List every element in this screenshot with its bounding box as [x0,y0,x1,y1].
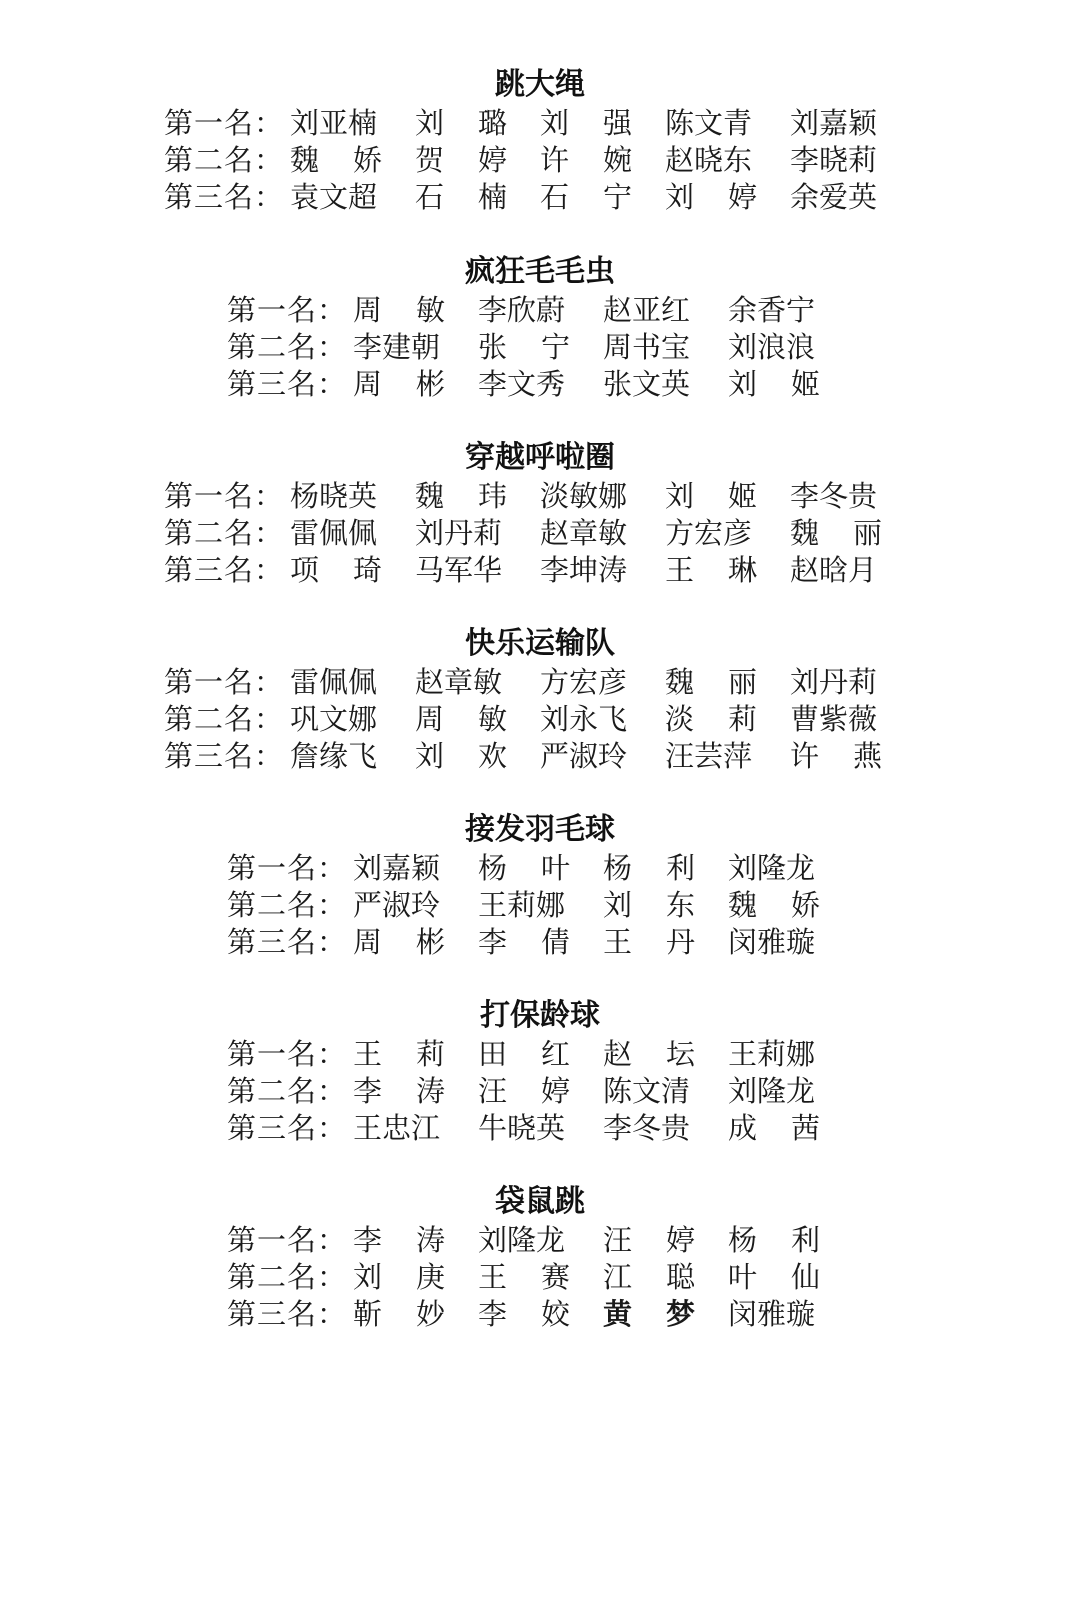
participant-name: 刘 庚 [353,1260,445,1294]
participant-name: 杨晓英 [290,479,378,513]
rank-label: 第二名： [164,516,285,550]
rank-row [164,141,915,179]
participant-name: 刘永飞 [540,702,628,736]
participant-name: 赵章敏 [415,665,503,699]
rank-row [227,1258,853,1296]
event-title: 袋鼠跳 [495,1184,585,1219]
participant-name: 余爱英 [790,180,878,214]
participant-name: 詹缘飞 [290,739,378,773]
participant-name: 刘 姬 [665,479,757,513]
rank-row [227,886,853,924]
rank-label: 第一名： [227,293,348,327]
participant-name: 方宏彦 [665,516,753,550]
rank-label: 第三名： [227,1297,348,1331]
participant-name: 张文英 [603,367,691,401]
participant-name: 陈文青 [665,106,753,140]
participant-name: 张 宁 [478,330,570,364]
participant-name: 魏 娇 [290,143,382,177]
participant-name: 王 琳 [665,553,757,587]
participant-name: 成 茜 [728,1111,820,1145]
rank-label: 第二名： [227,330,348,364]
participant-name: 闵雅璇 [728,1297,816,1331]
participant-name: 李晓莉 [790,143,878,177]
participant-name: 赵 坛 [603,1037,695,1071]
participant-name: 巩文娜 [290,702,378,736]
participant-name: 曹紫薇 [790,702,878,736]
participant-name: 刘隆龙 [728,1074,816,1108]
participant-name: 王莉娜 [478,888,566,922]
rank-label: 第三名： [227,925,348,959]
participant-name: 项 琦 [290,553,382,587]
participant-name: 刘 东 [603,888,695,922]
participant-name: 李 涛 [353,1223,445,1257]
participant-name: 石 宁 [540,180,632,214]
participant-name: 李 姣 [478,1297,570,1331]
participant-name: 魏 娇 [728,888,820,922]
participant-name: 王 莉 [353,1037,445,1071]
participant-name: 赵晗月 [790,553,878,587]
participant-name: 刘隆龙 [728,851,816,885]
rank-row [227,1109,853,1147]
rank-row [227,1035,853,1073]
event-title: 跳大绳 [495,67,585,102]
event-title: 穿越呼啦圈 [465,440,615,475]
participant-name: 田 红 [478,1037,570,1071]
rank-label: 第二名： [227,1260,348,1294]
rank-row [227,849,853,887]
participant-name: 许 婉 [540,143,632,177]
participant-name: 袁文超 [290,180,378,214]
rank-label: 第二名： [227,888,348,922]
rank-label: 第二名： [164,143,285,177]
participant-name: 周 敏 [415,702,507,736]
rank-label: 第三名： [164,553,285,587]
participant-name: 汪 婷 [478,1074,570,1108]
rank-label: 第三名： [164,739,285,773]
rank-row [164,737,915,775]
participant-name: 余香宁 [728,293,816,327]
event-title: 打保龄球 [480,998,600,1033]
participant-name: 李 涛 [353,1074,445,1108]
participant-name: 刘亚楠 [290,106,378,140]
participant-name: 陈文清 [603,1074,691,1108]
event-title: 快乐运输队 [465,626,615,661]
rank-row [164,514,915,552]
participant-name: 魏 丽 [665,665,757,699]
participant-name: 叶 仙 [728,1260,820,1294]
participant-name: 李 倩 [478,925,570,959]
rank-row [227,1072,853,1110]
participant-name: 刘丹莉 [790,665,878,699]
participant-name: 刘嘉颖 [790,106,878,140]
participant-name: 王忠江 [353,1111,441,1145]
participant-name: 李欣蔚 [478,293,566,327]
participant-name: 杨 叶 [478,851,570,885]
rank-label: 第三名： [227,1111,348,1145]
participant-name: 周 彬 [353,925,445,959]
rank-row [164,104,915,142]
participant-name: 马军华 [415,553,503,587]
event-title: 疯狂毛毛虫 [465,254,615,289]
participant-name: 汪芸萍 [665,739,753,773]
rank-row [164,700,915,738]
participant-name: 王 丹 [603,925,695,959]
participant-name: 李冬贵 [790,479,878,513]
rank-row [227,1221,853,1259]
participant-name: 贺 婷 [415,143,507,177]
participant-name: 严淑玲 [353,888,441,922]
participant-name: 刘 欢 [415,739,507,773]
participant-name: 淡 莉 [665,702,757,736]
participant-name: 石 楠 [415,180,507,214]
participant-name: 周 敏 [353,293,445,327]
participant-name: 魏 丽 [790,516,882,550]
rank-label: 第一名： [227,1223,348,1257]
participant-name: 雷佩佩 [290,665,378,699]
participant-name: 杨 利 [603,851,695,885]
participant-name: 刘 姬 [728,367,820,401]
participant-name: 淡敏娜 [540,479,628,513]
participant-name: 刘丹莉 [415,516,503,550]
rank-label: 第一名： [164,479,285,513]
event-title: 接发羽毛球 [465,812,615,847]
participant-name: 李建朝 [353,330,441,364]
participant-name: 闵雅璇 [728,925,816,959]
rank-label: 第三名： [227,367,348,401]
participant-name: 周书宝 [603,330,691,364]
rank-label: 第二名： [227,1074,348,1108]
rank-row [164,477,915,515]
rank-row [227,291,853,329]
rank-label: 第一名： [164,665,285,699]
rank-label: 第三名： [164,180,285,214]
rank-row [164,551,915,589]
rank-row [164,178,915,216]
participant-name: 黄 梦 [603,1297,695,1331]
participant-name: 王 赛 [478,1260,570,1294]
participant-name: 赵章敏 [540,516,628,550]
participant-name: 刘 强 [540,106,632,140]
participant-name: 王莉娜 [728,1037,816,1071]
participant-name: 靳 妙 [353,1297,445,1331]
participant-name: 刘浪浪 [728,330,816,364]
participant-name: 方宏彦 [540,665,628,699]
participant-name: 李坤涛 [540,553,628,587]
participant-name: 严淑玲 [540,739,628,773]
participant-name: 牛晓英 [478,1111,566,1145]
participant-name: 许 燕 [790,739,882,773]
participant-name: 雷佩佩 [290,516,378,550]
rank-label: 第二名： [164,702,285,736]
rank-row [227,1295,853,1333]
rank-label: 第一名： [227,851,348,885]
participant-name: 赵亚红 [603,293,691,327]
participant-name: 杨 利 [728,1223,820,1257]
participant-name: 汪 婷 [603,1223,695,1257]
rank-row [227,365,853,403]
rank-row [227,923,853,961]
rank-row [227,328,853,366]
participant-name: 刘嘉颖 [353,851,441,885]
participant-name: 魏 玮 [415,479,507,513]
participant-name: 江 聪 [603,1260,695,1294]
participant-name: 李文秀 [478,367,566,401]
participant-name: 李冬贵 [603,1111,691,1145]
rank-row [164,663,915,701]
participant-name: 刘 璐 [415,106,507,140]
participant-name: 刘 婷 [665,180,757,214]
participant-name: 赵晓东 [665,143,753,177]
participant-name: 刘隆龙 [478,1223,566,1257]
rank-label: 第一名： [164,106,285,140]
participant-name: 周 彬 [353,367,445,401]
rank-label: 第一名： [227,1037,348,1071]
